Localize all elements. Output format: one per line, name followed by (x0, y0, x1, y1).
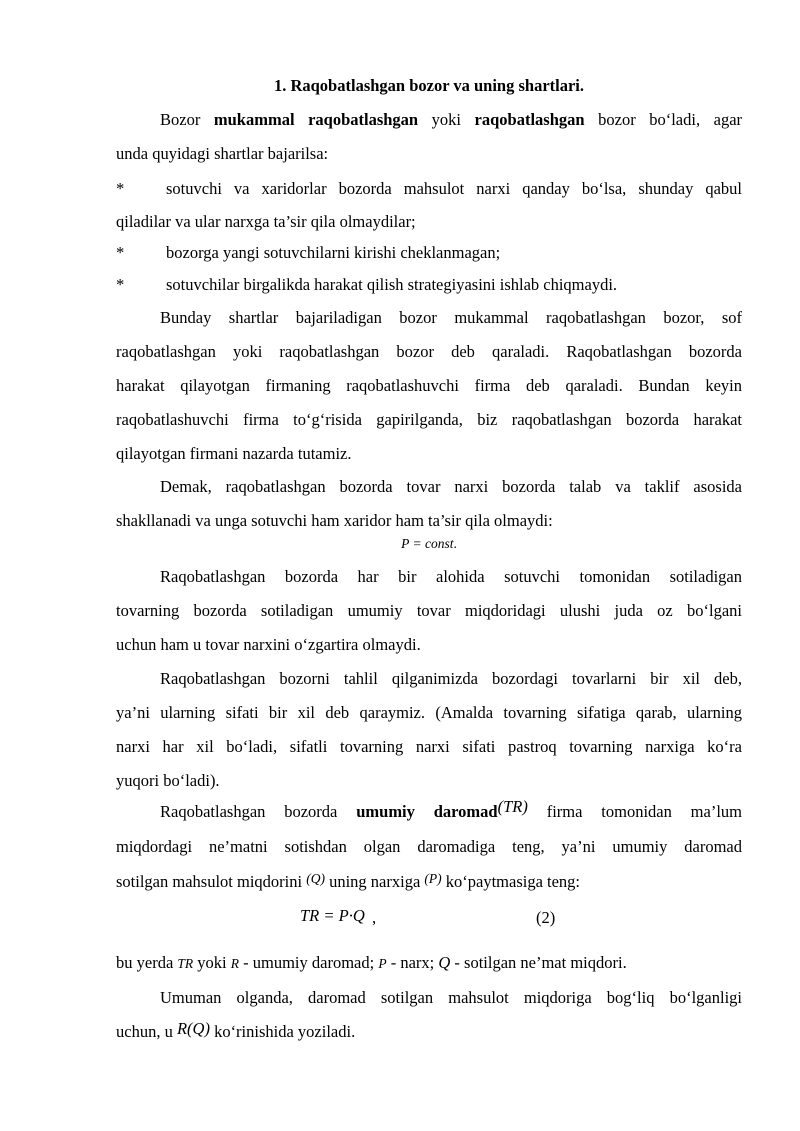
math-r-of-q: R(Q) (176, 1019, 210, 1038)
paragraph-definition-line-1: Bozor mukammal raqobatlashgan yoki raqobatlashgan bozor bo‘ladi, agar (160, 110, 743, 129)
paragraph-line: raqobatlashuvchi firma to‘g‘risida gapirilganda, biz raqobatlashgan bozorda harakat (116, 410, 742, 429)
paragraph-line: Raqobatlashgan bozorda har bir alohida sotuvchi tomonidan sotiladigan (160, 567, 742, 586)
paragraph-line: miqdordagi ne’matni sotishdan olgan daromadiga teng, ya’ni umumiy daromad (116, 837, 742, 856)
paragraph-definition-line-2: unda quyidagi shartlar bajarilsa: (116, 144, 329, 163)
math-p: P (378, 956, 387, 971)
math-tr: TR (177, 956, 194, 971)
bullet-marker: * (116, 243, 125, 262)
paragraph-line: Umuman olganda, daromad sotilgan mahsulot miqdoriga bog‘liq bo‘lganligi (160, 988, 742, 1007)
paragraph-line: qilayotgan firmani nazarda tutamiz. (116, 444, 352, 463)
equation-total-revenue: TR = P·Q (300, 906, 365, 925)
paragraph-line: yuqori bo‘ladi). (116, 771, 220, 790)
paragraph-line: Raqobatlashgan bozorni tahlil qilganimizda bozordagi tovarlarni bir xil deb, (160, 669, 742, 688)
paragraph-line: raqobatlashgan yoki raqobatlashgan bozor deb qaraladi. Raqobatlashgan bozorda (116, 342, 742, 361)
list-item-2: * bozorga yangi sotuvchilarni kirishi cheklanmagan; (116, 243, 501, 262)
equation-price-constant: P = const. (401, 536, 457, 551)
term-total-revenue: umumiy daromad (356, 802, 498, 821)
math-q: Q (438, 953, 451, 972)
math-q: (Q) (306, 871, 325, 886)
paragraph-total-revenue-line-1: Raqobatlashgan bozorda umumiy daromad(TR) firma tomonidan ma’lum (160, 797, 743, 821)
paragraph-line: Bunday shartlar bajariladigan bozor mukammal raqobatlashgan bozor, sof (160, 308, 742, 327)
bullet-marker: * (116, 179, 125, 198)
term-perfect-competition: mukammal raqobatlashgan (213, 110, 419, 129)
paragraph-line: Demak, raqobatlashgan bozorda tovar narxi bozorda talab va taklif asosida (160, 477, 742, 496)
paragraph-line: tovarning bozorda sotiladigan umumiy tovar miqdoridagi ulushi juda oz bo‘lgani (116, 601, 742, 620)
list-item-1-continued: qiladilar va ular narxga ta’sir qila olmaydilar; (116, 212, 416, 231)
bullet-marker: * (116, 275, 125, 294)
term-competitive: raqobatlashgan (474, 110, 585, 129)
paragraph-line: harakat qilayotgan firmaning raqobatlashuvchi firma deb qaraladi. Bundan keyin (116, 376, 742, 395)
section-title: 1. Raqobatlashgan bozor va uning shartlari. (273, 76, 585, 95)
paragraph-total-revenue-line-3: sotilgan mahsulot miqdorini $^{(Q)}$ uning narxiga $^{(P)}$ ko‘paytmasiga teng: (116, 871, 581, 891)
equation-2: TR = P·Q , (2) (300, 906, 556, 927)
math-tr: (TR) (497, 797, 528, 816)
paragraph-rq-line: uchun, u R(Q) ko‘rinishida yoziladi. (116, 1019, 356, 1041)
paragraph-line: ya’ni ularning sifati bir xil deb qaraymiz. (Amalda tovarning sifatiga qarab, ularning (116, 703, 742, 722)
list-item-3: * sotuvchilar birgalikda harakat qilish strategiyasini ishlab chiqmaydi. (116, 275, 618, 294)
list-item-1: * sotuvchi va xaridorlar bozorda mahsulot narxi qanday bo‘lsa, shunday qabul (116, 179, 742, 198)
math-p: (P) (424, 871, 442, 886)
paragraph-line: uchun ham u tovar narxini o‘zgartira olmaydi. (116, 635, 421, 654)
paragraph-legend: bu yerda TR yoki R - umumiy daromad; P - narx; Q - sotilgan ne’mat miqdori. (116, 953, 627, 972)
paragraph-line: narxi har xil bo‘ladi, sifatli tovarning narxi sifati pastroq tovarning narxiga ko‘ra (116, 737, 742, 756)
paragraph-line: shakllanadi va unga sotuvchi ham xaridor ham ta’sir qila olmaydi: (116, 511, 553, 530)
math-r: R (230, 956, 240, 971)
equation-number: (2) (536, 908, 556, 927)
